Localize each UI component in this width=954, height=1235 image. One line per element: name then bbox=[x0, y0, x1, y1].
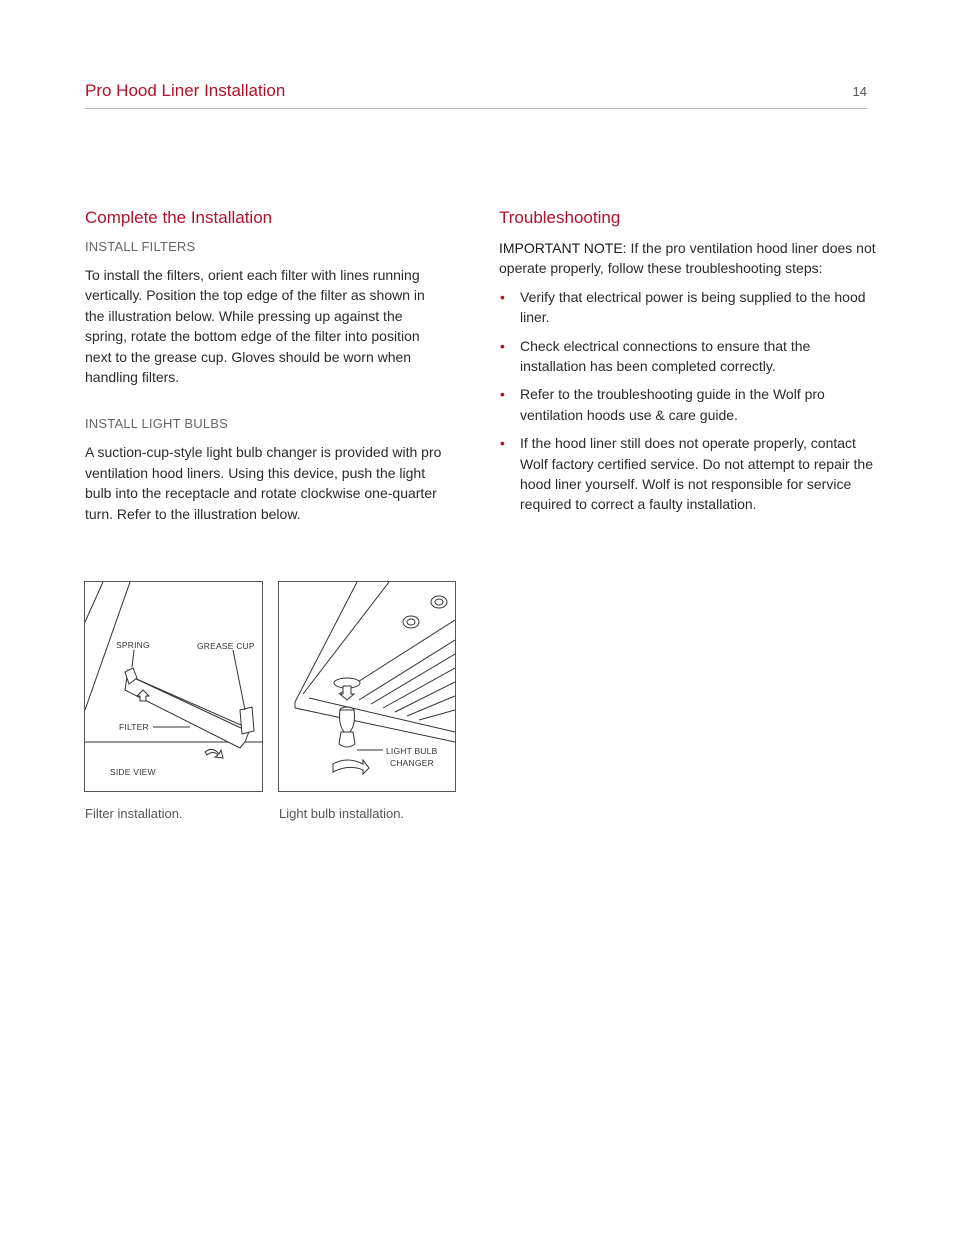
bulb-changer-icon bbox=[339, 732, 355, 747]
installation-heading: Complete the Installation bbox=[85, 208, 273, 227]
bullet-icon: • bbox=[500, 337, 505, 354]
page-header bbox=[85, 80, 867, 109]
list-item bbox=[499, 433, 879, 515]
installation-section bbox=[85, 207, 445, 524]
list-item bbox=[499, 287, 879, 328]
knob-icon bbox=[431, 596, 447, 608]
bulb-changer-label-2: CHANGER bbox=[390, 758, 434, 768]
list-item-text: Refer to the troubleshooting guide in the Wolf pro ventilation hoods use & care guide. bbox=[520, 386, 825, 423]
hood-inner-edge bbox=[303, 582, 389, 694]
troubleshooting-heading: Troubleshooting bbox=[499, 208, 621, 227]
grease-cup-label: GREASE CUP bbox=[197, 641, 255, 651]
page-number: 14 bbox=[852, 84, 867, 99]
bulb-changer-label-1: LIGHT BULB bbox=[386, 746, 438, 756]
install-bulbs-text: A suction-cup-style light bulb changer is provided with pro ventilation hood liners. Using this device, push the light bulb into the receptacle and rotate clockwise one-quarter turn. Refer to the illustration below. bbox=[85, 444, 442, 522]
troubleshooting-list bbox=[499, 287, 879, 515]
knob-inner bbox=[435, 599, 443, 605]
filter-label: FILTER bbox=[119, 722, 149, 732]
install-filters-text: To install the filters, orient each filter with lines running vertically. Position the top edge of the filter as shown in the illustration below. While pressing up against the spring, rotate the bottom edge of the filter into position next to the grease cup. Gloves should be worn when handling filters. bbox=[85, 267, 425, 386]
hood-edge-line bbox=[85, 582, 103, 622]
grease-cup-leader bbox=[233, 650, 245, 710]
baffle-line-4 bbox=[395, 682, 455, 712]
page-title: Pro Hood Liner Installation bbox=[85, 81, 286, 100]
filter-panel bbox=[125, 670, 250, 748]
spring-label: SPRING bbox=[116, 640, 150, 650]
baffle-line-1 bbox=[359, 640, 455, 700]
light-bulb-icon bbox=[340, 710, 355, 732]
baffle-line-2 bbox=[371, 654, 455, 704]
filter-installation-figure bbox=[84, 581, 263, 792]
bulb-installation-figure bbox=[278, 581, 456, 792]
baffle-line-6 bbox=[419, 710, 455, 720]
baffle-line-5 bbox=[407, 696, 455, 716]
bullet-icon: • bbox=[500, 386, 505, 403]
list-item-text: Verify that electrical power is being supplied to the hood liner. bbox=[520, 288, 866, 326]
bullet-icon: • bbox=[500, 435, 505, 452]
important-note-text: If the pro ventilation hood liner does not operate properly, follow these troubleshooting steps: bbox=[499, 240, 876, 277]
side-view-label: SIDE VIEW bbox=[110, 767, 156, 777]
knob-inner bbox=[407, 619, 415, 625]
rotate-arrow-icon bbox=[333, 760, 369, 774]
baffle-line-3 bbox=[383, 668, 455, 708]
list-item-text: If the hood liner still does not operate properly, contact Wolf factory certified service. Do not attempt to repair the hood liner yourself. Wolf is not responsible for service required to correct a faulty installation. bbox=[520, 435, 874, 513]
filter-caption: Filter installation. bbox=[85, 806, 183, 821]
list-item-text: Check electrical connections to ensure that the installation has been completed correctly. bbox=[520, 337, 811, 375]
bulb-caption: Light bulb installation. bbox=[279, 806, 405, 821]
grease-cup-shape bbox=[240, 707, 254, 734]
rotate-arrow-icon bbox=[205, 749, 223, 758]
list-item bbox=[499, 336, 879, 377]
knob-icon bbox=[403, 616, 419, 628]
list-item bbox=[499, 384, 879, 425]
important-note bbox=[499, 238, 879, 279]
filter-illustration bbox=[85, 582, 262, 791]
important-note-label: IMPORTANT NOTE: bbox=[499, 240, 627, 256]
troubleshooting-section bbox=[499, 207, 879, 523]
bullet-icon: • bbox=[500, 288, 505, 305]
spring-leader bbox=[132, 650, 134, 667]
install-filters-subheading: INSTALL FILTERS bbox=[85, 239, 196, 254]
install-bulbs-subheading: INSTALL LIGHT BULBS bbox=[85, 416, 228, 432]
